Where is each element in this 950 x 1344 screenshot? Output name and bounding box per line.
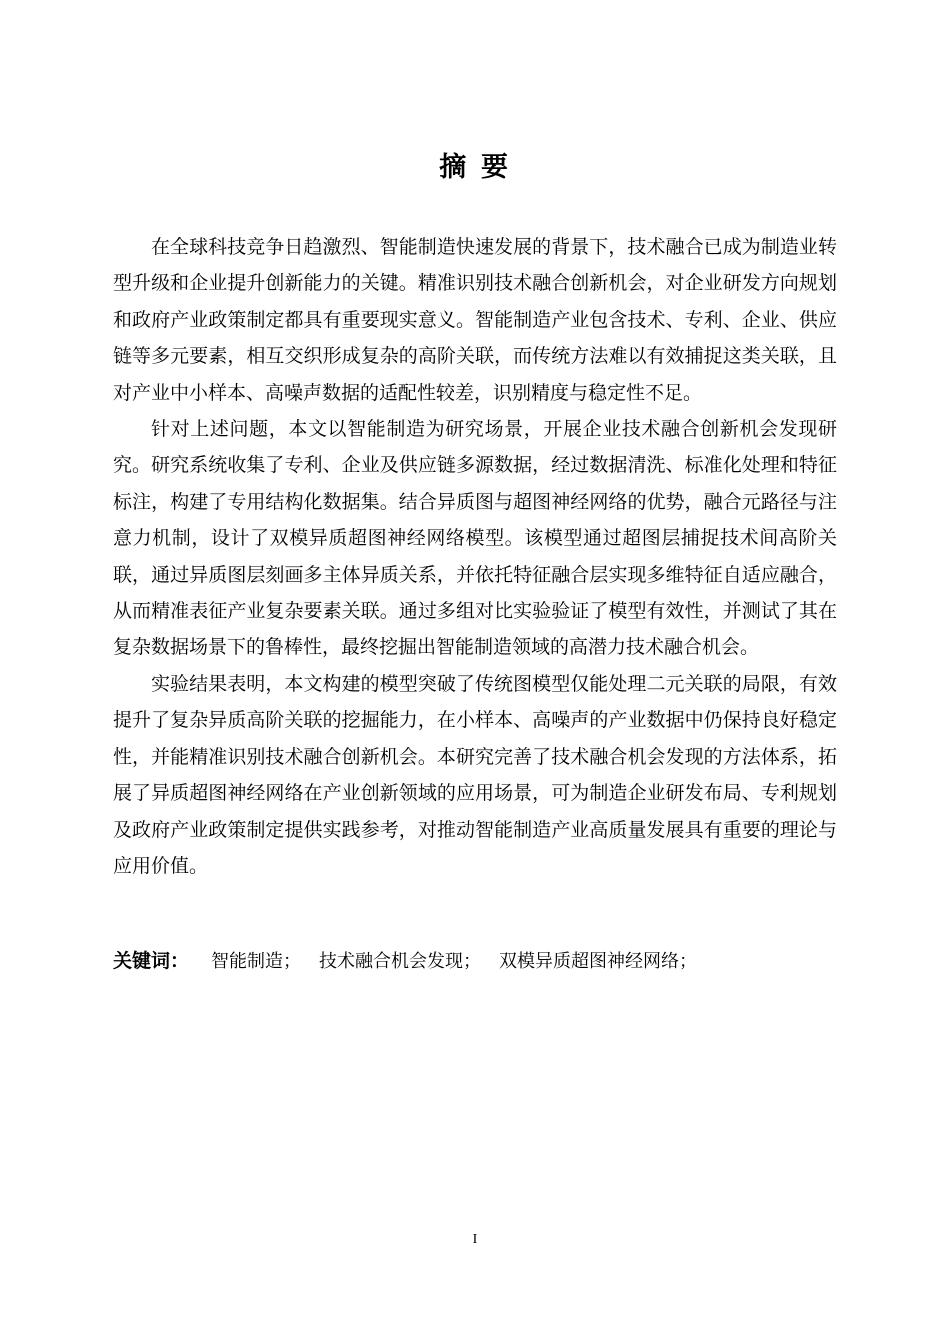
- abstract-paragraph-2: 针对上述问题，本文以智能制造为研究场景，开展企业技术融合创新机会发现研究。研究系统收集了专利、企业及供应链多源数据，经过数据清洗、标准化处理和特征标注，构建了专用结构化数据集。结合异质图与超图神经网络的优势，融合元路径与注意力机制，设计了双模异质超图神经网络模型。该模型通过超图层捕捉技术间高阶关联，通过异质图层刻画多主体异质关系，并依托特征融合层实现多维特征自适应融合，从而精准表征产业复杂要素关联。通过多组对比实验验证了模型有效性，并测试了其在复杂数据场景下的鲁棒性，最终挖掘出智能制造领域的高潜力技术融合机会。: [113, 418, 837, 659]
- abstract-body: [113, 229, 837, 884]
- keyword-item: 技术融合机会发现；: [319, 951, 482, 972]
- abstract-paragraph-1: 在全球科技竞争日趋激烈、智能制造快速发展的背景下，技术融合已成为制造业转型升级和企业提升创新能力的关键。精准识别技术融合创新机会，对企业研发方向规划和政府产业政策制定都具有重要现实意义。智能制造产业包含技术、专利、企业、供应链等多元要素，相互交织形成复杂的高阶关联，而传统方法难以有效捕捉这类关联，且对产业中小样本、高噪声数据的适配性较差，识别精度与稳定性不足。: [113, 236, 837, 404]
- keyword-item: 双模异质超图神经网络；: [499, 951, 698, 972]
- keywords-line: [113, 946, 837, 977]
- abstract-paragraph-3: 实验结果表明，本文构建的模型突破了传统图模型仅能处理二元关联的局限，有效提升了复杂异质高阶关联的挖掘能力，在小样本、高噪声的产业数据中仍保持良好稳定性，并能精准识别技术融合创新机会。本研究完善了技术融合机会发现的方法体系，拓展了异质超图神经网络在产业创新领域的应用场景，可为制造企业研发布局、专利规划及政府产业政策制定提供实践参考，对推动智能制造产业高质量发展具有重要的理论与应用价值。: [113, 672, 837, 877]
- page-number: I: [472, 1232, 478, 1247]
- keyword-item: 智能制造；: [211, 951, 302, 972]
- keywords-label: 关键词：: [113, 950, 190, 972]
- abstract-title: 摘 要: [439, 152, 511, 183]
